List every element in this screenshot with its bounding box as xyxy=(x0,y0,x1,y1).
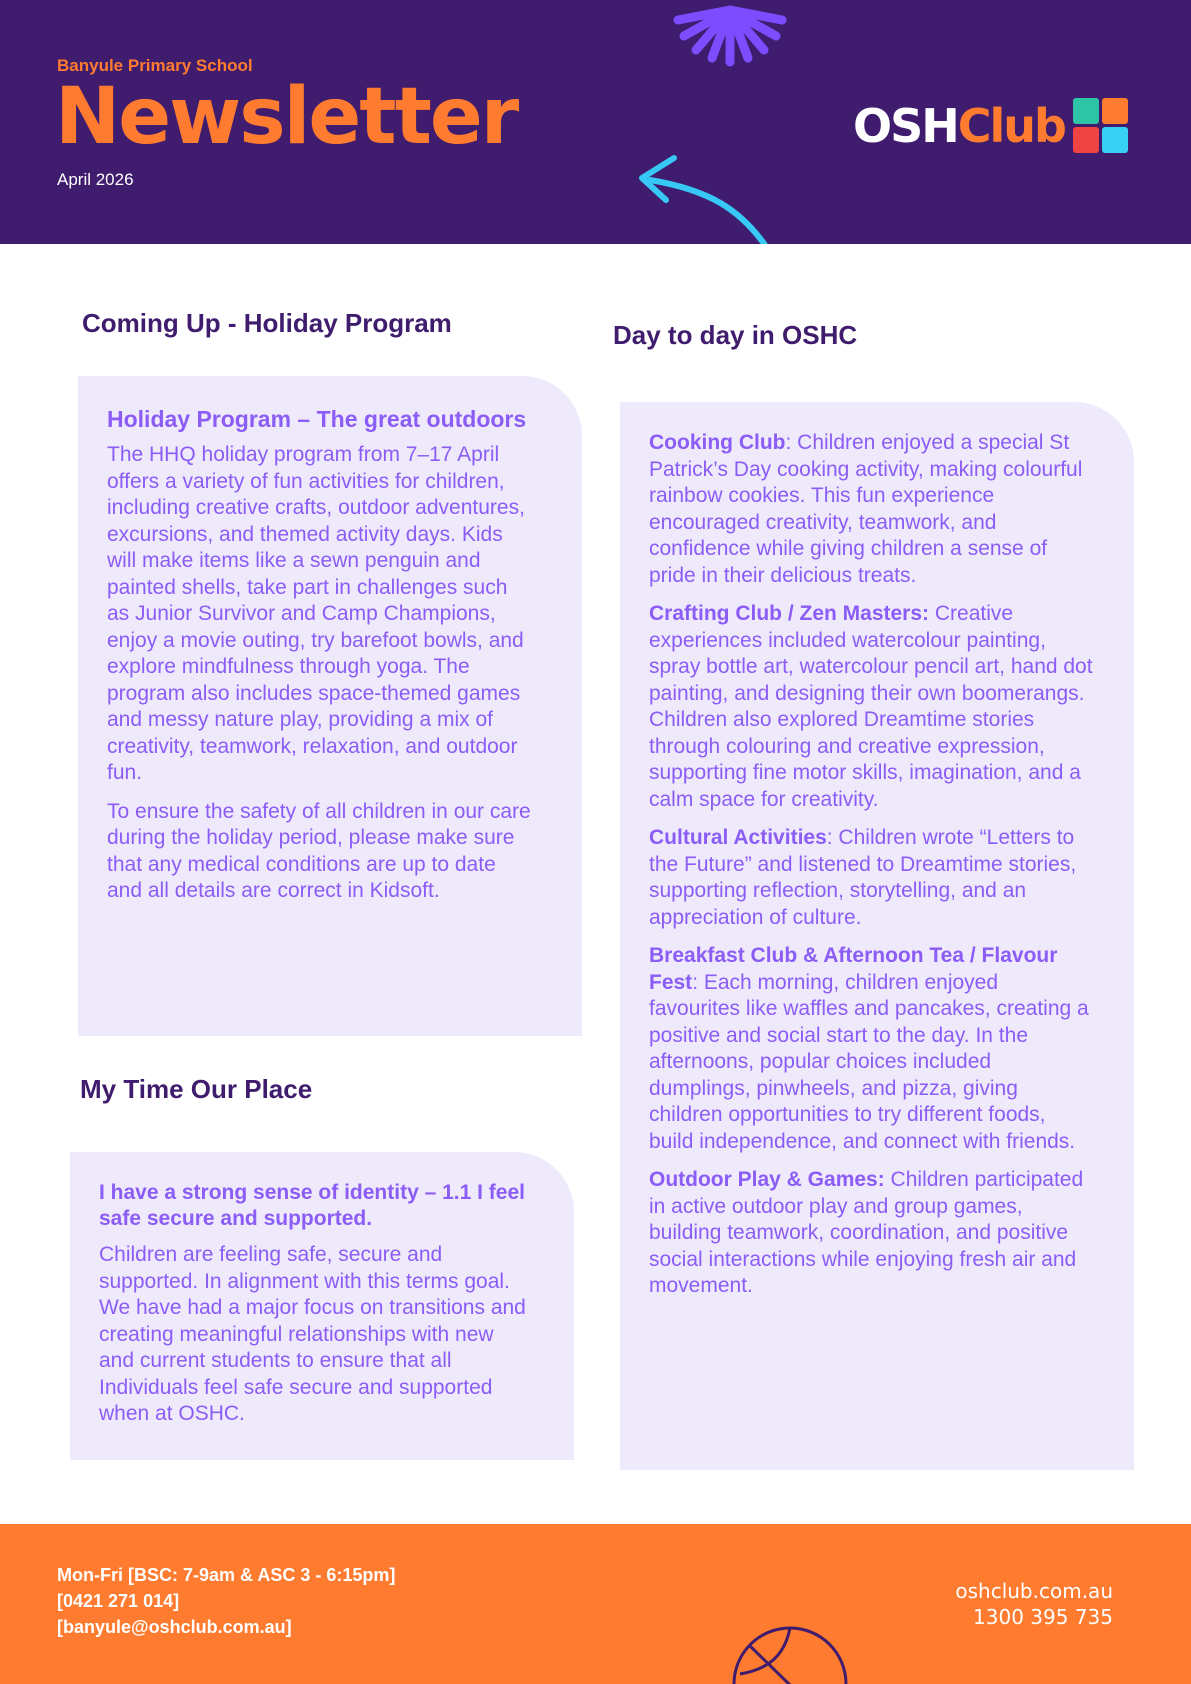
daytoday-item xyxy=(649,601,1094,813)
arrow-icon xyxy=(630,150,770,244)
daytoday-item-text: Children participated in active outdoor play and group games, building teamwork, coordination, and positive social interactions while enjoying fresh air and movement. xyxy=(649,1168,1084,1297)
daytoday-item-text: : Children wrote “Letters to the Future” and listened to Dreamtime stories, supporting reflection, storytelling, and an appreciation of culture. xyxy=(649,826,1077,929)
footer-phone-2: 1300 395 735 xyxy=(973,1605,1113,1629)
daytoday-item xyxy=(649,825,1094,931)
holiday-paragraph-2: To ensure the safety of all children in our care during the holiday period, please make sure that any medical conditions are up to date and all details are correct in Kidsoft. xyxy=(107,799,531,902)
holiday-card-title: Holiday Program – The great outdoors xyxy=(107,406,527,432)
logo-osh-text: OSH xyxy=(853,98,958,153)
daytoday-heading: Day to day in OSHC xyxy=(613,320,858,350)
basketball-icon xyxy=(730,1624,850,1684)
daytoday-item-label: Crafting Club / Zen Masters: xyxy=(649,602,930,625)
daytoday-item-label: Cooking Club xyxy=(649,431,786,454)
school-name: Banyule Primary School xyxy=(57,56,253,75)
daytoday-item-text: Creative experiences included watercolour painting, spray bottle art, watercolour pencil art, hand dot painting, and designing their own boomerangs. Children also explored Dreamtime stories through colouring and creative expression, supporting fine motor skills, imagination, and a calm space for creativity. xyxy=(649,602,1093,811)
daytoday-item xyxy=(649,943,1094,1155)
daytoday-item xyxy=(649,430,1094,589)
footer-email[interactable]: [banyule@oshclub.com.au] xyxy=(57,1617,292,1637)
header-banner xyxy=(0,0,1191,244)
mytime-heading: My Time Our Place xyxy=(80,1074,313,1104)
daytoday-item-text: : Children enjoyed a special St Patrick’s Day cooking activity, making colourful rainbow cookies. This fun experience encouraged creativity, teamwork, and confidence while giving children a sense of pride in their delicious treats. xyxy=(649,431,1083,587)
oshclub-logo xyxy=(853,98,1128,153)
mytime-card xyxy=(70,1152,574,1460)
footer-contact xyxy=(57,1562,395,1640)
daytoday-item-label: Breakfast Club & Afternoon Tea / Flavour Fest xyxy=(649,944,1058,994)
mytime-paragraph: Children are feeling safe, secure and supported. In alignment with this terms goal. We have had a major focus on transitions and creating meaningful relationships with new and current students to ensure that all Individuals feel safe secure and supported when at OSHC. xyxy=(99,1243,526,1425)
mytime-card-title: I have a strong sense of identity – 1.1 I feel safe secure and supported. xyxy=(99,1181,525,1230)
holiday-paragraph-1: The HHQ holiday program from 7–17 April offers a variety of fun activities for children, including creative crafts, outdoor adventures, excursions, and themed activity days. Kids will make items like a sewn penguin and painted shells, take part in challenges such as Junior Survivor and Camp Champions, enjoy a movie outing, try barefoot bowls, and explore mindfulness through yoga. The program also includes space-themed games and messy nature play, providing a mix of creativity, teamwork, relaxation, and outdoor fun. xyxy=(107,443,525,784)
footer-brand-contact xyxy=(955,1578,1113,1630)
daytoday-item-label: Cultural Activities xyxy=(649,826,827,849)
newsletter-date: April 2026 xyxy=(57,170,134,189)
daytoday-card xyxy=(620,402,1134,1470)
daytoday-item-text: : Each morning, children enjoyed favourites like waffles and pancakes, creating a positive and social start to the day. In the afternoons, popular choices included dumplings, pinwheels, and pizza, giving children opportunities to try different foods, build independence, and connect with friends. xyxy=(649,970,1089,1153)
footer-phone: [0421 271 014] xyxy=(57,1591,180,1611)
holiday-card xyxy=(78,376,582,1036)
newsletter-title: Newsletter xyxy=(55,72,518,162)
logo-squares-icon xyxy=(1073,98,1128,153)
footer-website[interactable]: oshclub.com.au xyxy=(955,1579,1113,1603)
logo-club-text: Club xyxy=(957,98,1065,153)
daytoday-item-label: Outdoor Play & Games: xyxy=(649,1168,885,1191)
sunburst-icon xyxy=(660,0,800,70)
footer-bar xyxy=(0,1524,1191,1684)
daytoday-item xyxy=(649,1167,1094,1300)
footer-hours: Mon-Fri [BSC: 7-9am & ASC 3 - 6:15pm] xyxy=(57,1565,396,1585)
holiday-heading: Coming Up - Holiday Program xyxy=(82,308,452,338)
